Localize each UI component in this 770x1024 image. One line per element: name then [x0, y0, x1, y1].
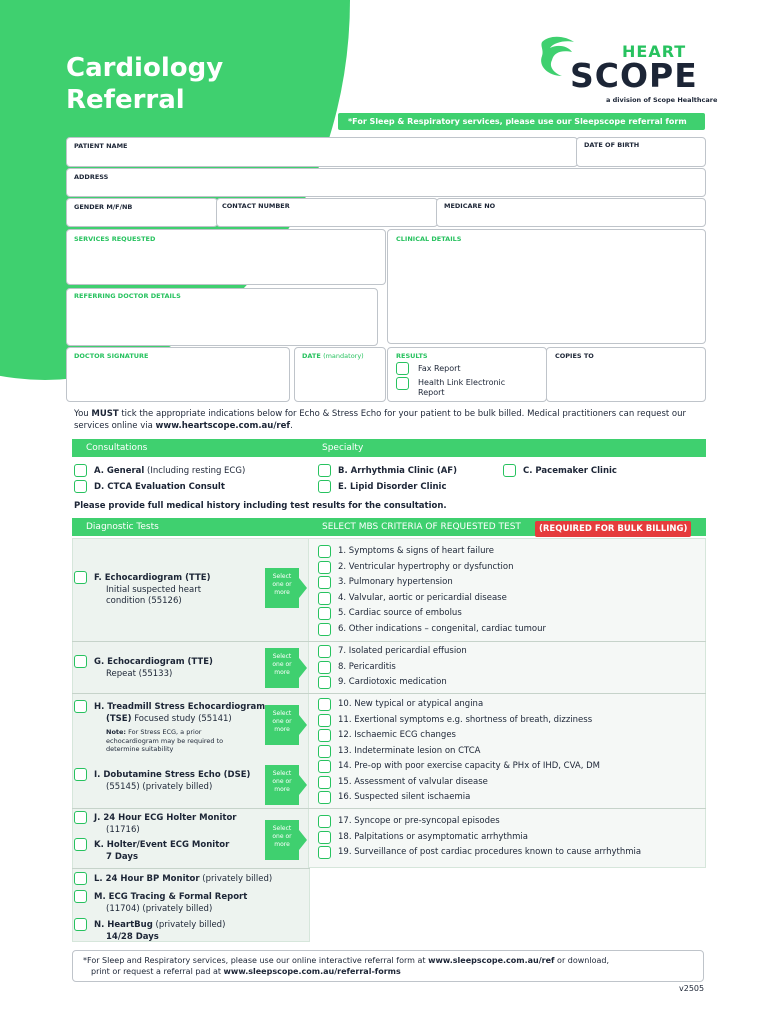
- address-field[interactable]: [66, 168, 706, 197]
- divider-4: [72, 868, 310, 869]
- criteria-checkbox[interactable]: [318, 676, 331, 689]
- title-line-1: Cardiology: [66, 53, 224, 83]
- criteria-checkbox[interactable]: [318, 776, 331, 789]
- logo-scope-text: SCOPE: [570, 56, 698, 95]
- select-hint-f-l1: Select: [272, 573, 292, 580]
- sleepscope-ref-link[interactable]: www.sleepscope.com.au/ref: [428, 956, 555, 965]
- copies-to-label: COPIES TO: [555, 352, 594, 360]
- select-hint-f: [265, 568, 299, 608]
- specialty-header: Specialty: [308, 439, 706, 457]
- criteria-checkbox[interactable]: [318, 561, 331, 574]
- footer-line-1: [83, 955, 693, 966]
- select-hint-g-l2: one or: [272, 661, 292, 668]
- must-mid: tick the appropriate indications below for Echo & Stress Echo for your patient to be bulk billed. Medical practitioners can request our services online via: [74, 409, 686, 431]
- arrhythmia-clinic-checkbox[interactable]: [318, 464, 331, 477]
- holter-event-title: K. Holter/Event ECG Monitor: [94, 840, 230, 850]
- treadmill-stress-echo-sub: [106, 714, 232, 724]
- bulk-billing-instruction: [74, 408, 706, 432]
- select-hint-g: [265, 648, 299, 688]
- criteria-label: 19. Surveillance of post cardiac procedures known to cause arrhythmia: [338, 847, 642, 857]
- tse-note-3: determine suitability: [106, 745, 174, 753]
- select-hint-g-l1: Select: [272, 653, 292, 660]
- echo-tte-initial-sub2: condition (55126): [106, 596, 182, 606]
- criteria-item: [318, 676, 698, 690]
- holter-event-checkbox[interactable]: [74, 838, 87, 851]
- general-consult-bold: A. General: [94, 466, 145, 476]
- echo-tte-repeat-checkbox[interactable]: [74, 655, 87, 668]
- criteria-checkbox[interactable]: [318, 729, 331, 742]
- criteria-item: [318, 714, 698, 728]
- divider-2: [72, 693, 706, 694]
- general-consult-detail: (Including resting ECG): [144, 466, 246, 476]
- criteria-label: 4. Valvular, aortic or pericardial disease: [338, 592, 507, 603]
- bp-monitor-detail: (privately billed): [199, 874, 273, 884]
- select-hint-h-l3: more: [274, 726, 290, 733]
- must-emphasis: MUST: [91, 409, 119, 419]
- services-requested-label: SERVICES REQUESTED: [74, 235, 156, 243]
- pacemaker-clinic-checkbox[interactable]: [503, 464, 516, 477]
- echo-tte-repeat-title: G. Echocardiogram (TTE): [94, 657, 213, 667]
- required-bulk-billing-badge: (REQUIRED FOR BULK BILLING): [535, 521, 691, 537]
- clinical-details-field[interactable]: [387, 229, 706, 344]
- mbs-criteria-header: SELECT MBS CRITERIA OF REQUESTED TEST: [308, 518, 706, 536]
- pacemaker-clinic-bold: C. Pacemaker Clinic: [523, 466, 617, 476]
- date-label-text: DATE: [302, 352, 321, 360]
- select-hint-i-l3: more: [274, 786, 290, 793]
- healthlink-checkbox[interactable]: [396, 377, 409, 390]
- criteria-item: [318, 791, 698, 805]
- arrhythmia-clinic-bold: B. Arrhythmia Clinic (AF): [338, 466, 457, 476]
- criteria-checkbox[interactable]: [318, 745, 331, 758]
- tse-note-text-1: For Stress ECG, a prior: [126, 728, 202, 736]
- heartbug-label: [94, 920, 225, 930]
- footer-note: [72, 950, 704, 982]
- criteria-label: 2. Ventricular hypertrophy or dysfunction: [338, 561, 514, 572]
- select-hint-jk-l1: Select: [272, 825, 292, 832]
- history-note: Please provide full medical history including test results for the consultation.: [74, 501, 447, 511]
- holter-24h-title: J. 24 Hour ECG Holter Monitor: [94, 813, 237, 823]
- patient-name-label: PATIENT NAME: [74, 142, 128, 150]
- healthlink-label-2: Report: [418, 388, 445, 397]
- dobutamine-stress-echo-checkbox[interactable]: [74, 768, 87, 781]
- tse-bold: (TSE): [106, 714, 132, 724]
- criteria-label: 14. Pre-op with poor exercise capacity & PHx of IHD, CVA, DM: [338, 761, 600, 771]
- criteria-item: [318, 698, 698, 712]
- lipid-clinic-label: [338, 482, 447, 492]
- criteria-label: 8. Pericarditis: [338, 661, 396, 672]
- dobutamine-stress-echo-sub: (55145) (privately billed): [106, 782, 213, 792]
- patient-name-field[interactable]: [66, 137, 578, 167]
- criteria-checkbox[interactable]: [318, 714, 331, 727]
- tse-note-1: [106, 728, 201, 736]
- divider-1: [72, 641, 706, 642]
- heartbug-detail: (privately billed): [152, 920, 226, 930]
- ctca-consult-label: [94, 482, 225, 492]
- logo-subtitle: a division of Scope Healthcare: [606, 96, 718, 104]
- must-pre: You: [74, 409, 92, 419]
- criteria-item: [318, 831, 698, 845]
- dob-label: DATE OF BIRTH: [584, 141, 640, 149]
- criteria-item: [318, 846, 698, 860]
- select-hint-g-l3: more: [274, 669, 290, 676]
- dobutamine-stress-echo-title: I. Dobutamine Stress Echo (DSE): [94, 770, 251, 780]
- footer-line2-pre: print or request a referral pad at: [91, 967, 224, 976]
- heartbug-sub: 14/28 Days: [106, 932, 159, 942]
- page-title: [66, 52, 223, 116]
- criteria-label: 13. Indeterminate lesion on CTCA: [338, 745, 481, 756]
- bp-monitor-label: [94, 874, 272, 884]
- fax-report-checkbox[interactable]: [396, 362, 409, 375]
- criteria-label: 11. Exertional symptoms e.g. shortness of breath, dizziness: [338, 714, 593, 725]
- echo-tte-initial-checkbox[interactable]: [74, 571, 87, 584]
- gender-label: GENDER M/F/NB: [74, 203, 133, 211]
- treadmill-stress-echo-title: H. Treadmill Stress Echocardiogram: [94, 702, 266, 712]
- criteria-label: 10. New typical or atypical angina: [338, 699, 484, 709]
- treadmill-stress-echo-checkbox[interactable]: [74, 700, 87, 713]
- criteria-label: 9. Cardiotoxic medication: [338, 677, 447, 687]
- select-hint-h: [265, 705, 299, 745]
- general-consult-label: [94, 466, 245, 476]
- criteria-label: 18. Palpitations or asymptomatic arrhythmia: [338, 831, 528, 842]
- echo-tte-initial-title: F. Echocardiogram (TTE): [94, 573, 211, 583]
- select-hint-h-l1: Select: [272, 710, 292, 717]
- criteria-item: [318, 776, 698, 790]
- criteria-item: [318, 607, 698, 621]
- sleep-note-bar: *For Sleep & Respiratory services, please use our Sleepscope referral form: [338, 113, 705, 130]
- tse-detail: Focused study (55141): [131, 714, 232, 724]
- sleepscope-forms-link[interactable]: www.sleepscope.com.au/referral-forms: [223, 967, 401, 976]
- criteria-label: 12. Ischaemic ECG changes: [338, 730, 456, 740]
- criteria-label: 3. Pulmonary hypertension: [338, 577, 453, 587]
- criteria-checkbox[interactable]: [318, 576, 331, 589]
- title-line-2: Referral: [66, 85, 185, 115]
- bp-monitor-bold: L. 24 Hour BP Monitor: [94, 874, 200, 884]
- criteria-checkbox[interactable]: [318, 607, 331, 620]
- medicare-label: MEDICARE NO: [444, 202, 496, 210]
- consultations-header: Consultations: [72, 439, 310, 457]
- select-hint-jk: [265, 820, 299, 860]
- criteria-label: 6. Other indications – congenital, cardiac tumour: [338, 623, 546, 634]
- criteria-item: [318, 576, 698, 590]
- criteria-item: [318, 745, 698, 759]
- tse-note-2: echocardiogram may be required to: [106, 737, 224, 745]
- arrhythmia-clinic-label: [338, 466, 457, 476]
- ecg-tracing-sub: (11704) (privately billed): [106, 904, 213, 914]
- criteria-label: 1. Symptoms & signs of heart failure: [338, 546, 494, 556]
- criteria-checkbox[interactable]: [318, 592, 331, 605]
- select-hint-i-l1: Select: [272, 770, 292, 777]
- select-hint-h-l2: one or: [272, 718, 292, 725]
- criteria-item: [318, 661, 698, 675]
- select-hint-f-l3: more: [274, 589, 290, 596]
- select-hint-i: [265, 765, 299, 805]
- holter-24h-checkbox[interactable]: [74, 811, 87, 824]
- footer-line-2: [83, 966, 693, 977]
- criteria-checkbox[interactable]: [318, 545, 331, 558]
- address-label: ADDRESS: [74, 173, 109, 181]
- lipid-clinic-checkbox[interactable]: [318, 480, 331, 493]
- tse-note-bold: Note:: [106, 728, 127, 736]
- criteria-label: 16. Suspected silent ischaemia: [338, 792, 471, 802]
- criteria-item: [318, 760, 698, 774]
- date-mandatory-note: (mandatory): [323, 352, 364, 360]
- criteria-checkbox[interactable]: [318, 846, 331, 859]
- ecg-tracing-title: M. ECG Tracing & Formal Report: [94, 892, 248, 902]
- criteria-item: [318, 729, 698, 743]
- select-hint-jk-l3: more: [274, 841, 290, 848]
- echo-tte-initial-sub1: Initial suspected heart: [106, 585, 202, 595]
- heartbug-bold: N. HeartBug: [94, 920, 153, 930]
- criteria-item: [318, 561, 698, 575]
- doctor-signature-label: DOCTOR SIGNATURE: [74, 352, 149, 360]
- must-end: .: [290, 421, 293, 431]
- criteria-item: [318, 623, 698, 637]
- criteria-item: [318, 645, 698, 659]
- clinical-details-label: CLINICAL DETAILS: [396, 235, 462, 243]
- heartscope-ref-link[interactable]: www.heartscope.com.au/ref: [155, 421, 291, 431]
- ctca-consult-bold: D. CTCA Evaluation Consult: [94, 482, 225, 492]
- diagnostic-tests-header: Diagnostic Tests: [72, 518, 310, 536]
- pacemaker-clinic-label: [523, 466, 617, 476]
- criteria-label: 15. Assessment of valvular disease: [338, 776, 488, 787]
- holter-24h-sub: (11716): [106, 825, 140, 835]
- contact-number-label: CONTACT NUMBER: [222, 202, 290, 210]
- date-label: [302, 352, 364, 360]
- criteria-checkbox[interactable]: [318, 815, 331, 828]
- criteria-item: [318, 815, 698, 829]
- select-hint-jk-l2: one or: [272, 833, 292, 840]
- referring-doctor-label: REFERRING DOCTOR DETAILS: [74, 292, 181, 300]
- bp-monitor-checkbox[interactable]: [74, 872, 87, 885]
- echo-tte-repeat-sub: Repeat (55133): [106, 669, 173, 679]
- criteria-checkbox[interactable]: [318, 623, 331, 636]
- criteria-label: 7. Isolated pericardial effusion: [338, 646, 467, 656]
- divider-3: [72, 808, 706, 809]
- healthlink-label-1: Health Link Electronic: [418, 378, 506, 387]
- criteria-checkbox[interactable]: [318, 698, 331, 711]
- footer-line1-end: or download,: [554, 956, 610, 965]
- holter-event-sub: 7 Days: [106, 852, 139, 862]
- criteria-checkbox[interactable]: [318, 760, 331, 773]
- logo-heart-text: HEART: [622, 42, 687, 61]
- general-consult-checkbox[interactable]: [74, 464, 87, 477]
- criteria-checkbox[interactable]: [318, 791, 331, 804]
- criteria-item: [318, 545, 698, 559]
- criteria-item: [318, 592, 698, 606]
- criteria-label: 17. Syncope or pre-syncopal episodes: [338, 816, 500, 826]
- criteria-checkbox[interactable]: [318, 661, 331, 674]
- version-label: v2505: [679, 984, 705, 993]
- select-hint-f-l2: one or: [272, 581, 292, 588]
- results-label: RESULTS: [396, 352, 428, 360]
- criteria-label: 5. Cardiac source of embolus: [338, 608, 462, 618]
- criteria-checkbox[interactable]: [318, 831, 331, 844]
- ecg-tracing-checkbox[interactable]: [74, 890, 87, 903]
- fax-report-label: Fax Report: [418, 364, 461, 373]
- footer-line1-pre: *For Sleep and Respiratory services, please use our online interactive referral form at: [83, 956, 429, 965]
- lipid-clinic-bold: E. Lipid Disorder Clinic: [338, 482, 447, 492]
- select-hint-i-l2: one or: [272, 778, 292, 785]
- criteria-checkbox[interactable]: [318, 645, 331, 658]
- ctca-consult-checkbox[interactable]: [74, 480, 87, 493]
- heartbug-checkbox[interactable]: [74, 918, 87, 931]
